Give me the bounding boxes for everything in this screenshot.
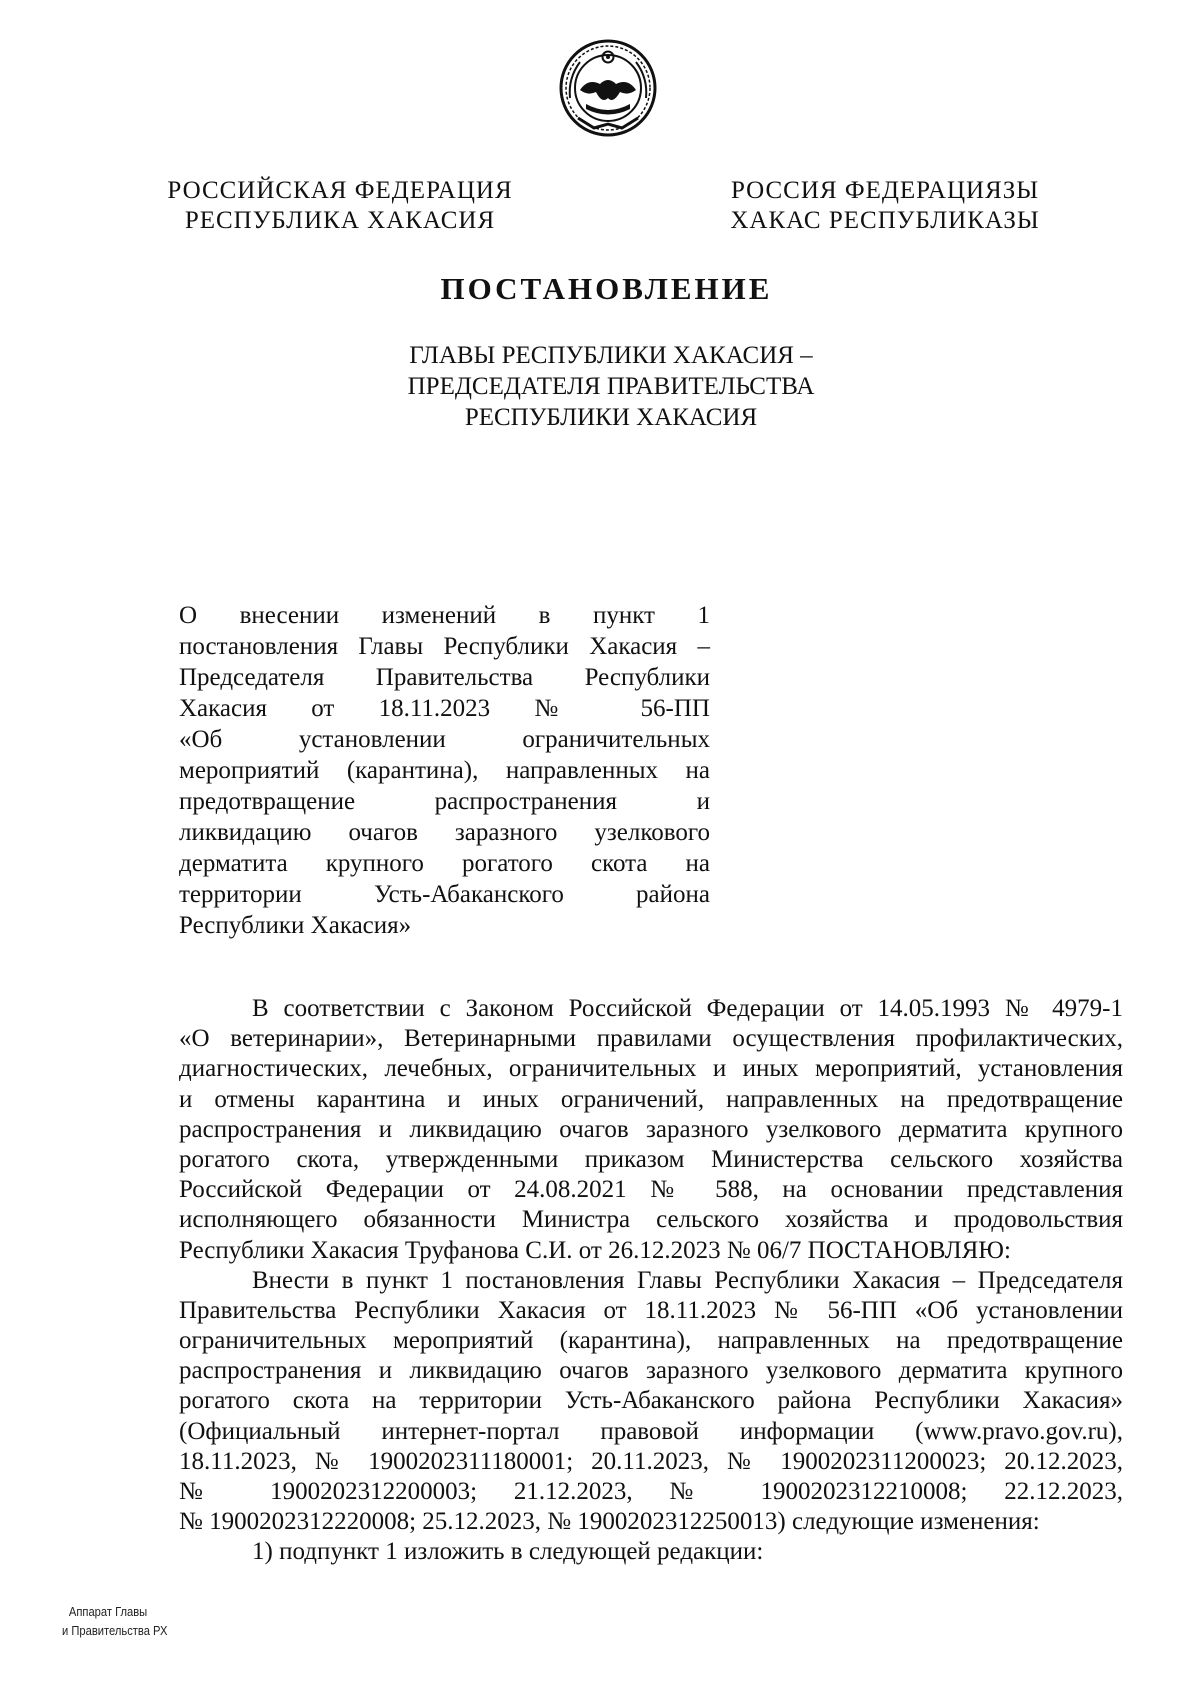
header-left-line-2: РЕСПУБЛИКА ХАКАСИЯ xyxy=(184,207,496,234)
paragraph-amendment xyxy=(179,1266,1123,1538)
body-line: (Официальный интернет-портал правовой информации (www.pravo.gov.ru), xyxy=(179,1417,1123,1445)
body-line: № 1900202312220008; 25.12.2023, № 1900202312250013) следующие изменения: xyxy=(179,1508,1040,1536)
body-line: рогатого скота, утвержденными приказом Министерства сельского хозяйства xyxy=(179,1145,1123,1173)
body-line: № 1900202312200003; 21.12.2023, № 1900202312210008; 22.12.2023, xyxy=(179,1478,1123,1505)
body-text xyxy=(179,994,1123,1568)
subject-line: территории Усть-Абаканского района xyxy=(179,881,710,908)
document-subtitle xyxy=(0,340,1200,433)
header-right-line-2: ХАКАС РЕСПУБЛИКАЗЫ xyxy=(730,207,1040,234)
subtitle-line: ГЛАВЫ РЕСПУБЛИКИ ХАКАСИЯ – xyxy=(409,342,813,369)
subject-block xyxy=(179,600,710,941)
paragraph-preamble xyxy=(179,994,1123,1266)
header-left xyxy=(160,176,520,236)
body-line: рогатого скота на территории Усть-Абаканского района Республики Хакасия» xyxy=(179,1387,1123,1415)
body-line: диагностических, лечебных, ограничительных и иных мероприятий, установления xyxy=(179,1055,1123,1083)
body-line: 18.11.2023, № 1900202311180001; 20.11.2023, № 1900202311200023; 20.12.2023, xyxy=(179,1447,1123,1475)
subject-line: Председателя Правительства Республики xyxy=(179,664,710,691)
body-line: исполняющего обязанности Министра сельского хозяйства и продовольствия xyxy=(179,1206,1123,1234)
stamp-line: и Правительства РХ xyxy=(62,1623,168,1638)
subject-line: мероприятий (карантина), направленных на xyxy=(179,757,710,784)
subject-line: «Об установлении ограничительных xyxy=(179,726,710,753)
body-line: «О ветеринарии», Ветеринарными правилами осуществления профилактических, xyxy=(179,1025,1123,1053)
stamp-line: Аппарат Главы xyxy=(68,1604,148,1619)
body-line: и отмены карантина и иных ограничений, направленных на предотвращение xyxy=(179,1085,1123,1113)
subject-line: ликвидацию очагов заразного узелкового xyxy=(179,819,710,846)
header-left-line-1: РОССИЙСКАЯ ФЕДЕРАЦИЯ xyxy=(167,177,513,204)
subject-line: предотвращение распространения и xyxy=(179,788,710,815)
office-stamp xyxy=(62,1602,167,1640)
subject-line: постановления Главы Республики Хакасия – xyxy=(179,633,710,660)
subtitle-line: ПРЕДСЕДАТЕЛЯ ПРАВИТЕЛЬСТВА xyxy=(407,373,815,400)
header-right-line-1: РОССИЯ ФЕДЕРАЦИЯЗЫ xyxy=(730,177,1040,204)
body-line: распространения и ликвидацию очагов заразного узелкового дерматита крупного xyxy=(179,1115,1123,1143)
body-line: Правительства Республики Хакасия от 18.11.2023 № 56-ПП «Об установлении xyxy=(179,1296,1123,1324)
body-line: Республики Хакасия Труфанова С.И. от 26.12.2023 № 06/7 ПОСТАНОВЛЯЮ: xyxy=(179,1236,1011,1264)
body-line: Российской Федерации от 24.08.2021 № 588, на основании представления xyxy=(179,1176,1123,1204)
document-title: ПОСТАНОВЛЕНИЕ xyxy=(440,271,773,306)
body-line: ограничительных мероприятий (карантина), направленных на предотвращение xyxy=(179,1327,1123,1355)
subject-line: Республики Хакасия» xyxy=(179,912,412,939)
body-line: распространения и ликвидацию очагов заразного узелкового дерматита крупного xyxy=(179,1357,1123,1385)
subtitle-line: РЕСПУБЛИКИ ХАКАСИЯ xyxy=(464,404,758,431)
subject-line: дерматита крупного рогатого скота на xyxy=(179,850,710,877)
coat-of-arms-emblem xyxy=(558,38,658,138)
body-line: В соответствии с Законом Российской Федерации от 14.05.1993 № 4979-1 xyxy=(252,995,1123,1022)
header-right xyxy=(700,176,1070,236)
body-line: Внести в пункт 1 постановления Главы Республики Хакасия – Председателя xyxy=(252,1266,1123,1294)
paragraph-item-1: 1) подпункт 1 изложить в следующей редакции: xyxy=(252,1538,764,1566)
subject-line: Хакасия от 18.11.2023 № 56-ПП xyxy=(179,695,710,722)
subject-line: О внесении изменений в пункт 1 xyxy=(179,602,710,629)
